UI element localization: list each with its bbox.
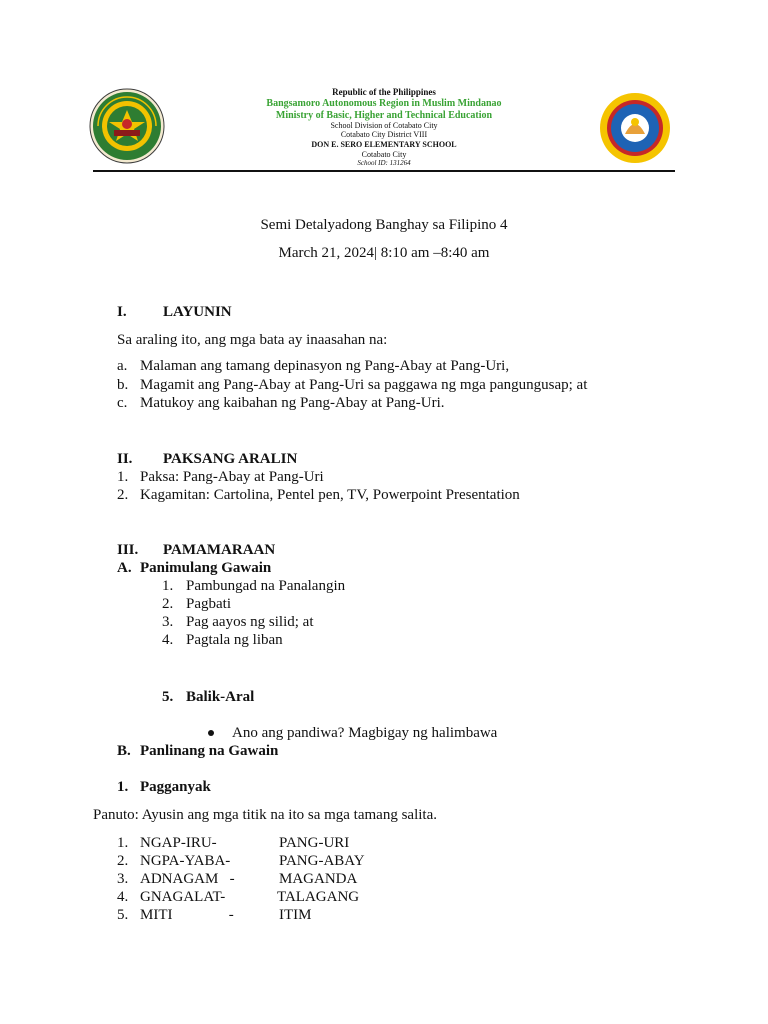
objective-item: Matukoy ang kaibahan ng Pang-Abay at Pang-Uri. xyxy=(140,395,445,411)
scrambled-word: MITI - xyxy=(140,907,234,923)
motivation-marker: 1. xyxy=(117,779,129,795)
word-marker: 2. xyxy=(117,853,129,869)
header-ministry: Ministry of Basic, Higher and Technical Education xyxy=(275,110,493,121)
header-divider xyxy=(93,170,675,172)
section-1-intro: Sa araling ito, ang mga bata ay inaasahan na: xyxy=(117,332,388,348)
header-republic: Republic of the Philippines xyxy=(332,87,436,97)
activity-marker: 1. xyxy=(162,578,174,594)
word-marker: 3. xyxy=(117,871,129,887)
answer-word: TALAGANG xyxy=(277,889,360,905)
answer-word: PANG-ABAY xyxy=(279,853,365,869)
header-district: Cotabato City District VIII xyxy=(340,130,428,139)
section-2-number: II. xyxy=(117,451,133,467)
word-marker: 4. xyxy=(117,889,129,905)
instructions: Panuto: Ayusin ang mga titik na ito sa mga tamang salita. xyxy=(93,807,437,823)
section-1-heading: LAYUNIN xyxy=(163,304,232,320)
sub-b-heading: Panlinang na Gawain xyxy=(140,743,279,759)
activity-item: Pambungad na Panalangin xyxy=(186,578,346,594)
header-school: DON E. SERO ELEMENTARY SCHOOL xyxy=(311,140,457,149)
activity-marker: 4. xyxy=(162,632,174,648)
materials-marker: 2. xyxy=(117,487,129,503)
objective-marker: a. xyxy=(117,358,128,374)
answer-word: MAGANDA xyxy=(279,871,358,887)
scrambled-word: GNAGALAT- xyxy=(140,889,226,905)
answer-word: PANG-URI xyxy=(279,835,350,851)
scrambled-word: NGPA-YABA- xyxy=(140,853,231,869)
sub-a-marker: A. xyxy=(117,560,132,576)
materials-item: Kagamitan: Cartolina, Pentel pen, TV, Powerpoint Presentation xyxy=(140,487,520,503)
sub-b-marker: B. xyxy=(117,743,131,759)
document-date: March 21, 2024| 8:10 am –8:40 am xyxy=(278,245,490,261)
topic-marker: 1. xyxy=(117,469,129,485)
objective-marker: c. xyxy=(117,395,128,411)
document-title: Semi Detalyadong Banghay sa Filipino 4 xyxy=(260,217,508,233)
objective-item: Magamit ang Pang-Abay at Pang-Uri sa paggawa ng mga pangungusap; at xyxy=(140,377,588,393)
section-1-number: I. xyxy=(117,304,127,320)
bullet-icon xyxy=(208,730,214,736)
activity-marker: 2. xyxy=(162,596,174,612)
review-heading: Balik-Aral xyxy=(186,689,255,705)
topic-item: Paksa: Pang-Abay at Pang-Uri xyxy=(140,469,324,485)
review-marker: 5. xyxy=(162,689,174,705)
section-2-heading: PAKSANG ARALIN xyxy=(163,451,298,467)
word-marker: 5. xyxy=(117,907,129,923)
header-region: Bangsamoro Autonomous Region in Muslim Mindanao xyxy=(266,98,502,109)
header-city: Cotabato City xyxy=(361,150,407,159)
header-division: School Division of Cotabato City xyxy=(330,121,438,130)
activity-item: Pagtala ng liban xyxy=(186,632,283,648)
header-school-id: School ID: 131264 xyxy=(357,159,411,167)
activity-item: Pagbati xyxy=(186,596,231,612)
word-marker: 1. xyxy=(117,835,129,851)
activity-marker: 3. xyxy=(162,614,174,630)
motivation-heading: Pagganyak xyxy=(140,779,211,795)
objective-marker: b. xyxy=(117,377,129,393)
section-3-number: III. xyxy=(117,542,139,558)
scrambled-word: NGAP-IRU- xyxy=(140,835,217,851)
answer-word: ITIM xyxy=(279,907,312,923)
scrambled-word: ADNAGAM - xyxy=(140,871,235,887)
activity-item: Pag aayos ng silid; at xyxy=(186,614,314,630)
sub-a-heading: Panimulang Gawain xyxy=(140,560,272,576)
review-question: Ano ang pandiwa? Magbigay ng halimbawa xyxy=(232,725,498,741)
section-3-heading: PAMAMARAAN xyxy=(163,542,276,558)
objective-item: Malaman ang tamang depinasyon ng Pang-Abay at Pang-Uri, xyxy=(140,358,510,374)
